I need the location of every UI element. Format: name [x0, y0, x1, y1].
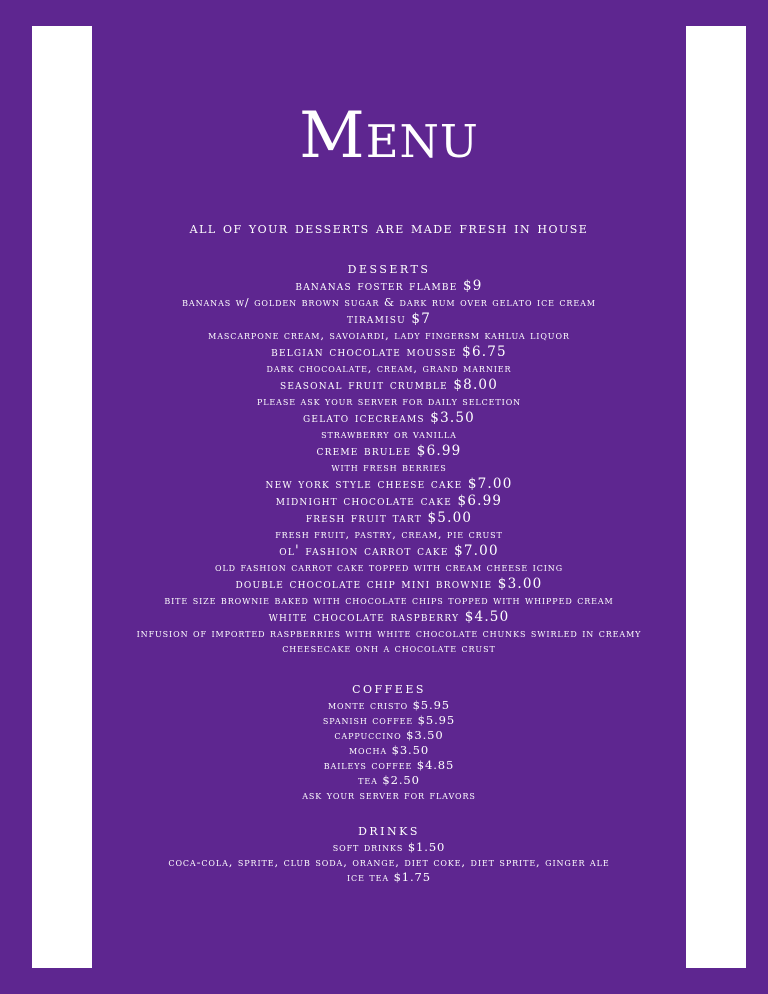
dessert-name: midnight chocolate cake $6.99 — [275, 493, 503, 509]
dessert-name: gelato icecreams $3.50 — [303, 410, 475, 426]
drink-line: soft drinks $1.50 — [332, 840, 446, 854]
menu-intro: all of your desserts are made fresh in house — [189, 219, 589, 237]
dessert-item — [92, 278, 686, 310]
dessert-item — [92, 443, 686, 475]
coffees-section — [92, 678, 686, 803]
dessert-description: strawberry or vanilla — [321, 427, 457, 441]
dessert-name: creme brulee $6.99 — [316, 443, 462, 459]
dessert-item — [92, 543, 686, 575]
dessert-description: bananas w/ golden brown sugar & dark rum over gelato ice cream — [182, 295, 596, 309]
dessert-name: tiramisu $7 — [346, 311, 432, 327]
coffees-heading: coffees — [352, 679, 426, 697]
dessert-description: fresh fruit, pastry, cream, pie crust — [275, 527, 503, 541]
menu-title: Menu — [299, 99, 479, 173]
coffee-line: baileys coffee $4.85 — [323, 758, 455, 772]
coffee-line: mocha $3.50 — [348, 743, 430, 757]
right-border-stripe — [686, 26, 746, 968]
drink-line: ice tea $1.75 — [346, 870, 431, 884]
dessert-item — [92, 344, 686, 376]
dessert-description: with fresh berries — [331, 460, 447, 474]
dessert-name: new york style cheese cake $7.00 — [265, 476, 513, 492]
drinks-section — [92, 820, 686, 885]
dessert-description: please ask your server for daily selcetion — [256, 394, 522, 408]
dessert-item — [92, 377, 686, 409]
dessert-item — [92, 476, 686, 493]
coffee-line: monte cristo $5.95 — [327, 698, 451, 712]
dessert-name: double chocolate chip mini brownie $3.00 — [235, 576, 543, 592]
dessert-item — [92, 410, 686, 442]
coffee-line: spanish coffee $5.95 — [322, 713, 456, 727]
dessert-name: ol' fashion carrot cake $7.00 — [279, 543, 499, 559]
drinks-heading: drinks — [358, 821, 420, 839]
dessert-name: belgian chocolate mousse $6.75 — [271, 344, 507, 360]
desserts-section — [92, 258, 686, 657]
dessert-item — [92, 311, 686, 343]
drink-line: coca-cola, sprite, club soda, orange, diet coke, diet sprite, ginger ale — [168, 855, 610, 869]
dessert-description: mascarpone cream, savoiardi, lady fingersm kahlua liquor — [208, 328, 570, 342]
dessert-name: bananas foster flambe $9 — [295, 278, 483, 294]
dessert-item — [92, 609, 686, 656]
dessert-name: seasonal fruit crumble $8.00 — [279, 377, 499, 393]
coffee-line: cappuccino $3.50 — [334, 728, 444, 742]
dessert-name: fresh fruit tart $5.00 — [305, 510, 473, 526]
coffee-line: tea $2.50 — [358, 773, 420, 787]
dessert-description: old fashion carrot cake topped with cream cheese icing — [215, 560, 563, 574]
dessert-name: white chocolate raspberry $4.50 — [268, 609, 510, 625]
dessert-description: bite size brownie baked with chocolate chips topped with whipped cream — [164, 593, 614, 607]
desserts-heading: desserts — [347, 259, 431, 277]
dessert-item — [92, 576, 686, 608]
dessert-description: dark chocoalate, cream, grand marnier — [266, 361, 512, 375]
left-border-stripe — [32, 26, 92, 968]
dessert-description: infusion of imported raspberries with white chocolate chunks swirled in creamy cheesecake onh a chocolate crust — [136, 626, 642, 655]
dessert-item — [92, 510, 686, 542]
dessert-item — [92, 493, 686, 510]
coffee-line: ask your server for flavors — [302, 788, 476, 802]
